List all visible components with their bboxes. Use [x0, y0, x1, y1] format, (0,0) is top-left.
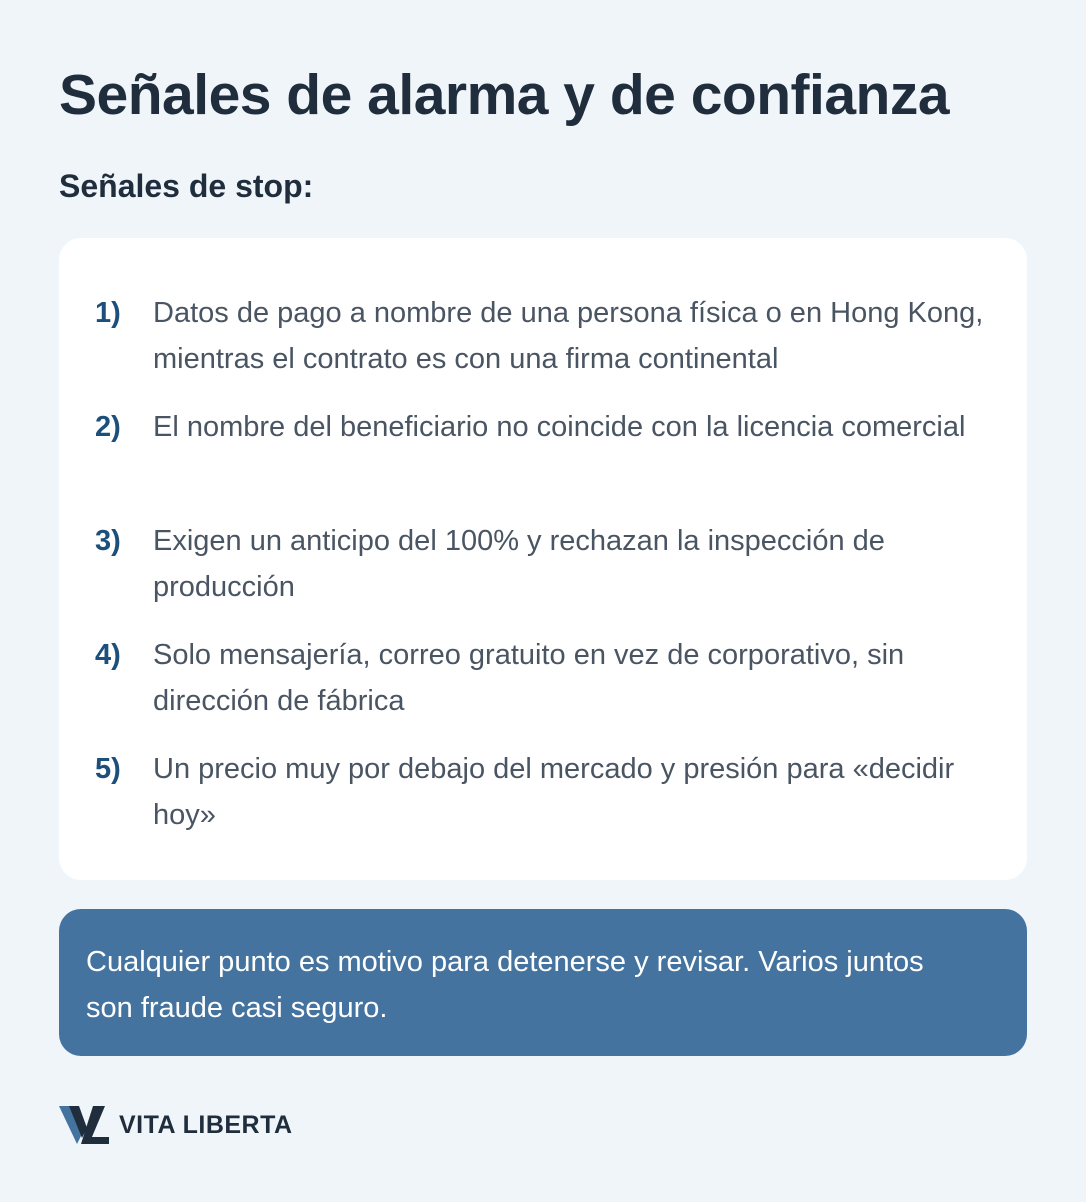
summary-note: [59, 909, 1027, 1056]
vita-liberta-logo-icon: [59, 1106, 109, 1144]
list-item: [95, 290, 987, 404]
list-item-number: 2): [95, 411, 121, 443]
brand-name: VITA LIBERTA: [119, 1110, 293, 1139]
list-item-number: 1): [95, 297, 121, 329]
list-item-text: Solo mensajería, correo gratuito en vez de corporativo, sin dirección de fábrica: [153, 639, 905, 717]
list-item-number: 3): [95, 525, 121, 557]
list-item: [95, 746, 987, 860]
summary-note-text: Cualquier punto es motivo para detenerse y revisar. Varios juntos son fraude casi seguro.: [86, 946, 924, 1024]
page-title: Señales de alarma y de confianza: [59, 63, 950, 127]
list-item: [95, 404, 987, 518]
list-item-text: Un precio muy por debajo del mercado y presión para «decidir hoy»: [153, 753, 955, 831]
list-item-number: 4): [95, 639, 121, 671]
list-item: [95, 518, 987, 632]
list-item-number: 5): [95, 753, 121, 785]
stop-signals-card: [59, 238, 1027, 880]
list-item-text: Datos de pago a nombre de una persona física o en Hong Kong, mientras el contrato es con una firma continental: [153, 297, 984, 375]
list-item-text: El nombre del beneficiario no coincide con la licencia comercial: [153, 411, 966, 443]
brand: [59, 1106, 293, 1144]
list-item-text: Exigen un anticipo del 100% y rechazan la inspección de producción: [153, 525, 885, 603]
list-item: [95, 632, 987, 746]
section-subtitle: Señales de stop:: [59, 168, 314, 204]
